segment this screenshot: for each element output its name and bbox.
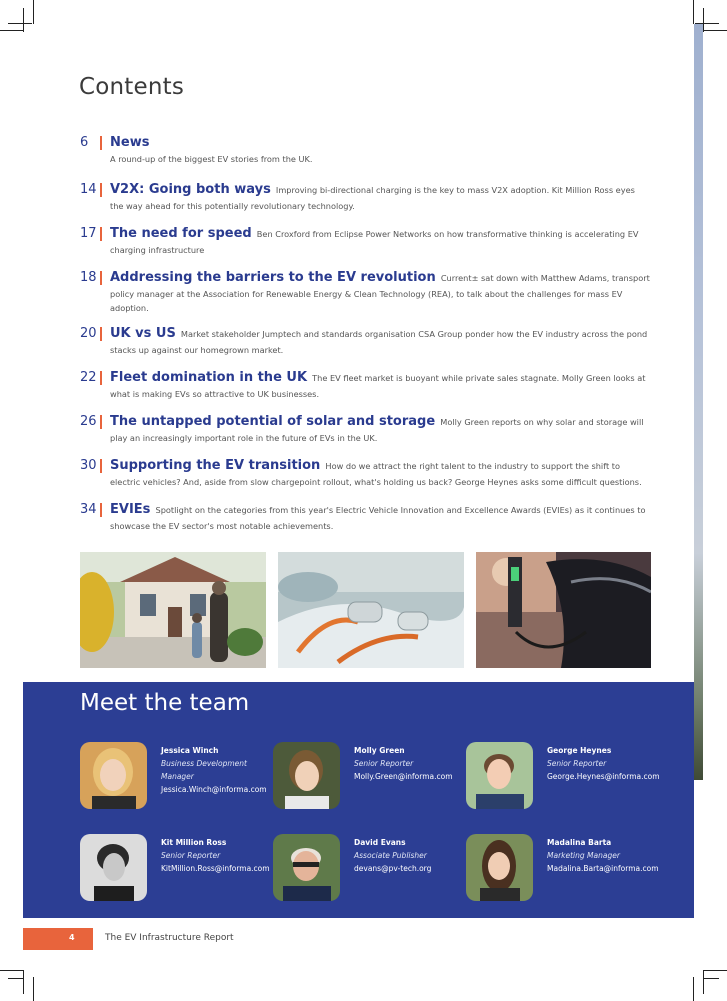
toc-title: Fleet domination in the UK (110, 370, 308, 385)
crop-mark (693, 0, 694, 24)
crop-mark (8, 23, 32, 24)
toc-description: How do we attract the right talent to the industry to support the shift to electric vehicles? And, aside from slow chargepoint rollout, what's holding us back? George Heynes asks some difficult questions. (110, 461, 642, 487)
crop-mark (703, 970, 704, 994)
member-role: Business Development Manager (161, 759, 247, 781)
toc-page-number: 34 (80, 502, 97, 517)
avatar (273, 834, 340, 901)
crop-mark (0, 970, 24, 971)
crop-mark (23, 970, 24, 994)
member-email[interactable]: Molly.Green@informa.com (354, 772, 453, 781)
avatar (273, 742, 340, 809)
member-name: George Heynes (547, 746, 612, 755)
member-email[interactable]: KitMillion.Ross@informa.com (161, 864, 270, 873)
toc-page-number: 26 (80, 414, 97, 429)
page-title: Contents (79, 74, 185, 100)
toc-description: The EV fleet market is buoyant while private sales stagnate. Molly Green looks at what is making EVs so attractive to UK businesses. (110, 373, 646, 399)
member-email[interactable]: Jessica.Winch@informa.com (161, 785, 267, 794)
toc-divider (100, 271, 102, 285)
team-member (273, 742, 463, 812)
toc-divider (100, 415, 102, 429)
toc-title: Supporting the EV transition (110, 458, 321, 473)
toc-page-number: 17 (80, 226, 97, 241)
toc-description: Improving bi-directional charging is the key to mass V2X adoption. Kit Million Ross eyes the way ahead for this potentially revolutionary technology. (110, 185, 635, 211)
crop-mark (33, 0, 34, 24)
crop-mark (8, 978, 24, 979)
member-role: Senior Reporter (547, 759, 607, 768)
crop-mark (703, 978, 719, 979)
toc-page-number: 18 (80, 270, 97, 285)
crop-mark (693, 977, 694, 1001)
toc-page-number: 14 (80, 182, 97, 197)
team-title: Meet the team (80, 690, 250, 716)
toc-divider (100, 136, 102, 150)
avatar (80, 834, 147, 901)
avatar (466, 834, 533, 901)
member-name: Jessica Winch (161, 746, 219, 755)
toc-title: UK vs US (110, 326, 176, 341)
toc-description: Molly Green reports on why solar and storage will play an increasingly important role in the future of EVs in the UK. (110, 417, 644, 443)
toc-description: Ben Croxford from Eclipse Power Networks on how transformative thinking is accelerating EV charging infrastructure (110, 229, 639, 255)
photo-street-charging (476, 552, 651, 668)
member-role: Senior Reporter (161, 851, 221, 860)
toc-page-number: 20 (80, 326, 97, 341)
member-email[interactable]: devans@pv-tech.org (354, 864, 432, 873)
team-member (80, 742, 270, 812)
toc-divider (100, 227, 102, 241)
member-role: Marketing Manager (547, 851, 620, 860)
avatar (466, 742, 533, 809)
crop-mark (33, 977, 34, 1001)
toc-title: EVIEs (110, 502, 151, 517)
toc-title: V2X: Going both ways (110, 182, 271, 197)
toc-divider (100, 183, 102, 197)
member-name: Kit Million Ross (161, 838, 227, 847)
team-member (80, 834, 270, 904)
toc-divider (100, 371, 102, 385)
toc-title: The untapped potential of solar and storage (110, 414, 436, 429)
member-name: Molly Green (354, 746, 405, 755)
toc-divider (100, 459, 102, 473)
page-number-tab (23, 928, 93, 950)
team-member (466, 834, 659, 904)
toc-page-number: 22 (80, 370, 97, 385)
crop-mark (23, 8, 24, 32)
crop-mark (703, 30, 727, 31)
toc-divider (100, 327, 102, 341)
crop-mark (703, 970, 727, 971)
toc-description: Current± sat down with Matthew Adams, transport policy manager at the Association for Renewable Energy & Clean Technology (REA), to talk about the challenges for mass EV adoption. (110, 273, 650, 313)
member-name: David Evans (354, 838, 406, 847)
crop-mark (703, 8, 704, 32)
avatar (80, 742, 147, 809)
toc-description: Spotlight on the categories from this year's Electric Vehicle Innovation and Excellence Awards (EVIEs) as it continues to showcase the EV sector's most notable achievements. (110, 505, 646, 531)
toc-description: Market stakeholder Jumptech and standards organisation CSA Group ponder how the EV industry across the pond stacks up against our homegrown market. (110, 329, 648, 355)
member-role: Senior Reporter (354, 759, 414, 768)
toc-title: News (110, 135, 150, 150)
toc-title: Addressing the barriers to the EV revolution (110, 270, 436, 285)
team-section (23, 682, 694, 918)
team-member (466, 742, 660, 812)
crop-mark (0, 30, 24, 31)
member-email[interactable]: George.Heynes@informa.com (547, 772, 660, 781)
report-name: The EV Infrastructure Report (105, 933, 234, 943)
member-email[interactable]: Madalina.Barta@informa.com (547, 864, 659, 873)
toc-description: A round-up of the biggest EV stories from the UK. (110, 154, 313, 164)
member-role: Associate Publisher (354, 851, 427, 860)
photo-home-charging (80, 552, 266, 668)
photo-charging-plugs (278, 552, 464, 668)
page-number: 4 (69, 933, 75, 942)
toc-page-number: 6 (80, 135, 89, 150)
team-member (273, 834, 463, 904)
toc-divider (100, 503, 102, 517)
toc-page-number: 30 (80, 458, 97, 473)
toc-title: The need for speed (110, 226, 252, 241)
page-edge-strip (694, 24, 703, 780)
member-name: Madalina Barta (547, 838, 612, 847)
